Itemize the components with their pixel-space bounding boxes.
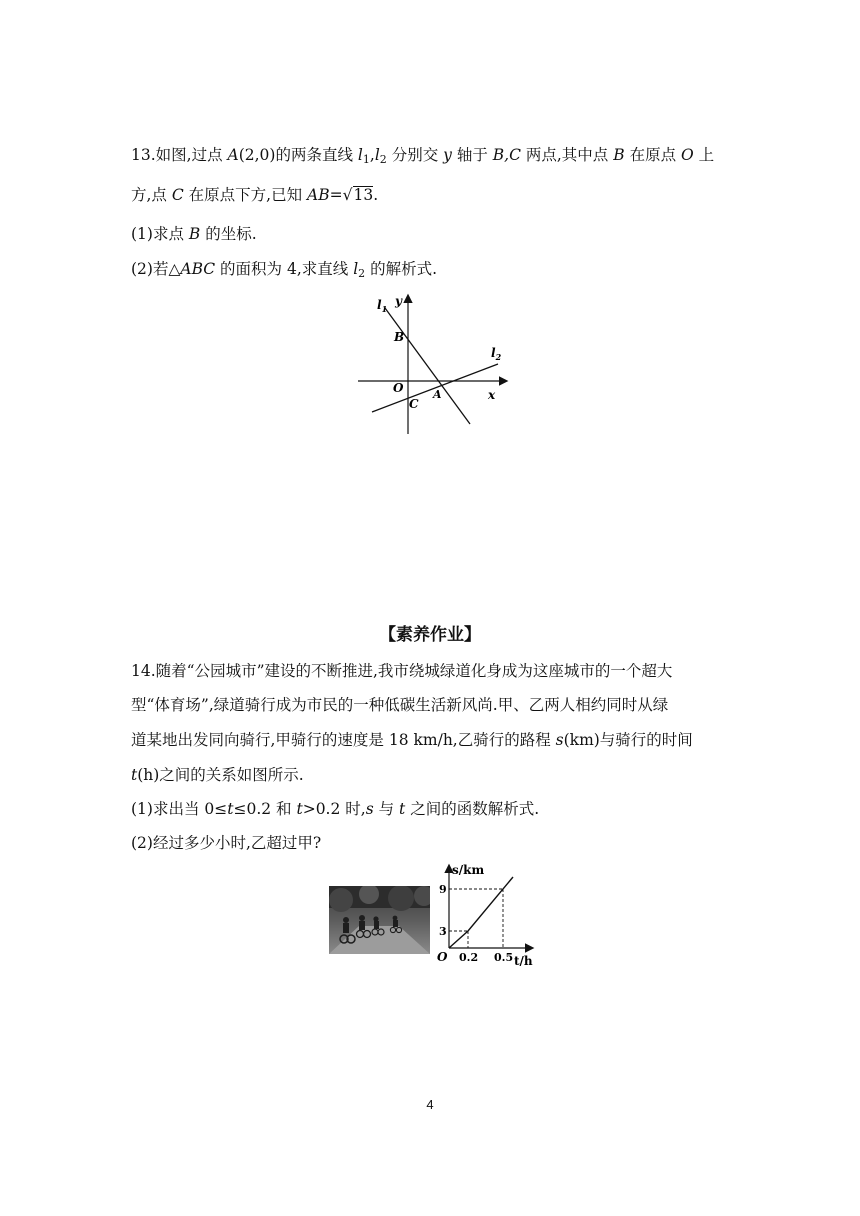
q13-part-1: (1)求点 B 的坐标. xyxy=(131,225,257,243)
graph-ytick-3: 3 xyxy=(439,925,447,938)
label-y: y xyxy=(395,294,402,308)
q13-line-2: 方,点 C 在原点下方,已知 AB=√13. xyxy=(131,186,379,204)
graph-xtick-0.2: 0.2 xyxy=(459,951,479,964)
q14-line-4: t(h)之间的关系如图所示. xyxy=(131,766,304,784)
section-title: 【素养作业】 xyxy=(379,625,481,645)
q14-line-3: 道某地出发同向骑行,甲骑行的速度是 18 km/h,乙骑行的路程 s(km)与骑行的时间 xyxy=(131,731,693,749)
cyclists-photo xyxy=(329,886,430,954)
label-a: A xyxy=(433,388,442,401)
q14-part-2: (2)经过多少小时,乙超过甲? xyxy=(131,834,322,852)
label-l1: $l_1$ xyxy=(377,298,388,314)
line-l1 xyxy=(385,308,470,424)
graph-ytick-9: 9 xyxy=(439,883,447,896)
q14-graph xyxy=(432,858,540,970)
graph-origin: O xyxy=(437,950,448,964)
label-x: x xyxy=(488,388,496,402)
graph-ylabel: s/km xyxy=(452,863,485,877)
graph-xlabel: t/h xyxy=(514,954,533,968)
label-o: O xyxy=(393,381,404,395)
label-c: C xyxy=(409,397,419,411)
q13-part-2: (2)若△ABC 的面积为 4,求直线 $l_2$ 的解析式. xyxy=(131,260,438,280)
q14-part-1: (1)求出当 0≤t≤0.2 和 t>0.2 时,s 与 t 之间的函数解析式. xyxy=(131,800,540,818)
graph-xtick-0.5: 0.5 xyxy=(494,951,514,964)
graph-line xyxy=(449,877,513,948)
label-l2: $l_2$ xyxy=(491,346,502,362)
q14-line-1: 14.随着“公园城市”建设的不断推进,我市绕城绿道化身成为这座城市的一个超大 xyxy=(131,662,673,680)
q13-line-1: 13.如图,过点 A(2,0)的两条直线 $l_1,l_2$ 分别交 y 轴于 B,C 两点,其中点 B 在原点 O 上 xyxy=(131,146,715,166)
page-number: 4 xyxy=(426,1097,434,1112)
q13-figure xyxy=(350,288,515,438)
label-b: B xyxy=(394,330,405,344)
q14-line-2: 型“体育场”,绿道骑行成为市民的一种低碳生活新风尚.甲、乙两人相约同时从绿 xyxy=(131,696,669,714)
